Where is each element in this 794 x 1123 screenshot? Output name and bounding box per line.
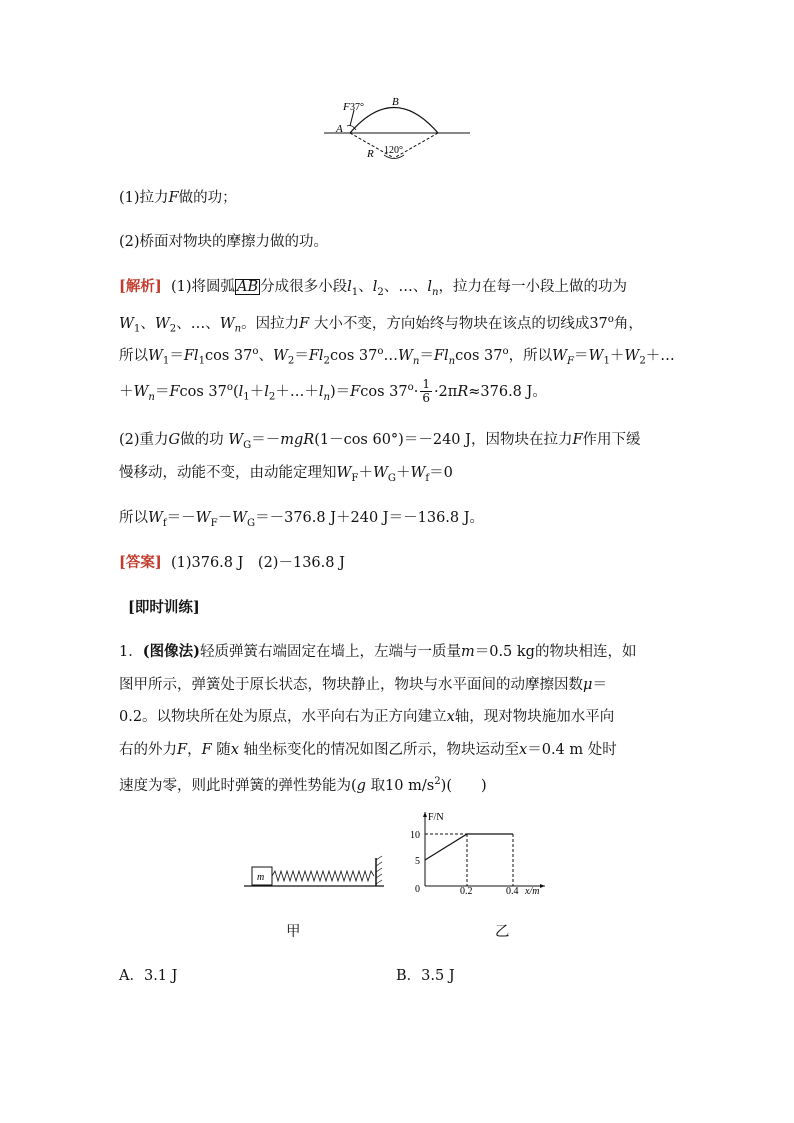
tick-0.2: 0.2	[460, 886, 473, 897]
a-l1a: (1)将圆弧	[170, 279, 235, 295]
a-l2b: 大小不变，方向始终与物块在该点的切线成37	[313, 315, 608, 332]
fig1-angle-37: 37°	[350, 102, 364, 113]
q1-rest: 做的功；	[178, 190, 237, 206]
question-2: (2)桥面对物块的摩擦力做的功。	[119, 234, 329, 250]
tick-5: 5	[415, 856, 420, 867]
fig1-label-r: R	[367, 148, 374, 160]
spring-figure	[240, 850, 390, 892]
p-l1b: ＝0.5 kg的物块相连，如	[474, 644, 637, 660]
analysis-part2-line-1: (2)重力G做的功 $W_G=-mgR(1-\cos$ 60°)＝－240 J，因物块在拉力F作用下缓	[119, 432, 641, 451]
a-p2l3b: ＝－376.8 J＋240 J＝－136.8 J。	[255, 510, 485, 526]
answer-tag: [答案]	[119, 554, 162, 571]
problem-line-4: 右的外力F，F 随x 轴坐标变化的情况如图乙所示，物块运动至x＝0.4 m 处时	[119, 742, 617, 758]
problem-line-3: 0.2。以物块所在处为原点，水平向右为正方向建立x轴，现对物块施加水平向	[119, 709, 615, 725]
a-p2a: (2)重力	[119, 432, 169, 448]
a-p2l3a: 所以	[119, 510, 148, 526]
question-1	[119, 188, 237, 208]
option-a[interactable]: A．3.1 J	[119, 968, 178, 984]
p-l1a: 轻质弹簧右端固定在墙上，左端与一质量	[199, 644, 461, 660]
p-l5a: 速度为零，则此时弹簧的弹性势能为(	[119, 777, 357, 794]
a-p2d: (1－cos 60°)＝－240 J，因物块在拉力	[314, 432, 573, 448]
answer-text: (1)376.8 J (2)－136.8 J	[170, 555, 345, 571]
a-l4-result: ≈376.8 J。	[468, 383, 547, 400]
q1-text: (1)拉力	[119, 190, 169, 206]
a-l1d: ，拉力在每一小段上做的功为	[438, 279, 627, 295]
p-l4b: 随	[216, 742, 231, 758]
q1-var: F	[168, 190, 179, 206]
p-l2: 图甲所示，弹簧处于原长状态，物块静止，物块与水平面间的动摩擦因数	[119, 677, 583, 693]
analysis-line-4: $+W_n=Fcos$ $37^o(l_1+l_2+\dots+l_n)=Fcos$ $37^o\cdot$ $\frac{1}{6}$ ·2πR≈376.8 J。	[119, 377, 547, 406]
bridge-figure	[320, 96, 476, 162]
fig1-label-b: B	[392, 96, 399, 108]
analysis-part2-line-3: 所以$W_f=-W_F-W_G=-376.8$ J＋240 J＝－136.8 J。	[119, 510, 485, 529]
analysis-part2-line-2: 慢移动，动能不变，由动能定理知$W_F+W_G+W_f=0$	[119, 465, 453, 484]
p-l3: 0.2。以物块所在处为原点，水平向右为正方向建立	[119, 709, 447, 725]
f-x-graph	[405, 808, 555, 900]
problem-num: 1．	[119, 644, 143, 660]
angle-mark-37	[347, 126, 356, 131]
answer-line	[119, 553, 345, 573]
p-l2b: ＝	[592, 677, 607, 693]
a-p2e: 作用下缓	[582, 432, 641, 448]
analysis-line-2: $W_1$、$W_2$、…、$W_n$。因拉力F 大小不变，方向始终与物块在该点的切线成37$^o$角，	[119, 314, 643, 335]
problem-method: (图像法)	[142, 643, 200, 660]
tick-0: 0	[415, 884, 420, 895]
arc-ab: AB	[237, 279, 259, 295]
problem-line-1: 1．(图像法)轻质弹簧右端固定在墙上，左端与一质量m＝0.5 kg的物块相连，如	[119, 643, 637, 660]
caption-yi: 乙	[495, 924, 510, 940]
fraction-1-6: $\frac{1}{6}$	[422, 377, 430, 406]
p-l4d: ＝0.4 m 处时	[527, 742, 617, 758]
tick-10: 10	[410, 830, 420, 841]
a-l1b: 分成很多小段	[260, 279, 348, 295]
analysis-line-1: [解析] (1)将圆弧 AB 分成很多小段$l_1$、$l_2$、…、$l_n$，拉力在每一小段上做的功为	[119, 278, 627, 298]
a-l1c: 、	[412, 279, 428, 295]
problem-line-5: 速度为零，则此时弹簧的弹性势能为(g 取10 $m/s^2$)( )	[119, 776, 487, 794]
a-p2c: ＝－	[251, 432, 281, 448]
x-axis-label: x/m	[525, 886, 540, 897]
analysis-line-3: 所以$W_1=Fl_1\cos$ 37$^o$、$W_2=Fl_2\cos$ $37^o\dots W_n=Fl_n\cos$ 37$^o$，所以$W_F=W_1+W_2+\dots$	[119, 346, 675, 367]
option-b[interactable]: B．3.5 J	[396, 968, 455, 984]
fig1-label-f: F	[343, 101, 350, 113]
fig1-label-a: A	[336, 123, 343, 135]
a-p2b: 做的功	[180, 432, 224, 448]
spring	[272, 871, 374, 881]
a-l2a: 。因拉力	[241, 315, 300, 332]
fig1-angle-120: 120°	[384, 145, 403, 156]
p-l4c: 轴坐标变化的情况如图乙所示，物块运动至	[243, 742, 520, 758]
p-l3b: 轴，现对物块施加水平向	[454, 709, 615, 725]
force-line	[425, 834, 513, 860]
y-axis-label: F/N	[428, 812, 444, 823]
problem-line-2: 图甲所示，弹簧处于原长状态，物块静止，物块与水平面间的动摩擦因数μ＝	[119, 677, 607, 693]
p-l5c: )( )	[440, 777, 487, 794]
p-l4a: 右的外力	[119, 742, 177, 758]
training-heading: [即时训练]	[128, 599, 200, 616]
analysis-tag: [解析]	[119, 278, 162, 295]
caption-jia: 甲	[286, 924, 301, 940]
a-p2l2eq: ＝0	[429, 465, 453, 481]
p-l5b: 取10 m/s	[370, 777, 435, 794]
a-p2l2: 慢移动，动能不变，由动能定理知	[119, 465, 337, 481]
a-l3: 所以	[119, 347, 148, 364]
tick-0.4: 0.4	[506, 886, 519, 897]
a-l2c: 角，	[613, 315, 643, 332]
block-label: m	[257, 872, 265, 883]
